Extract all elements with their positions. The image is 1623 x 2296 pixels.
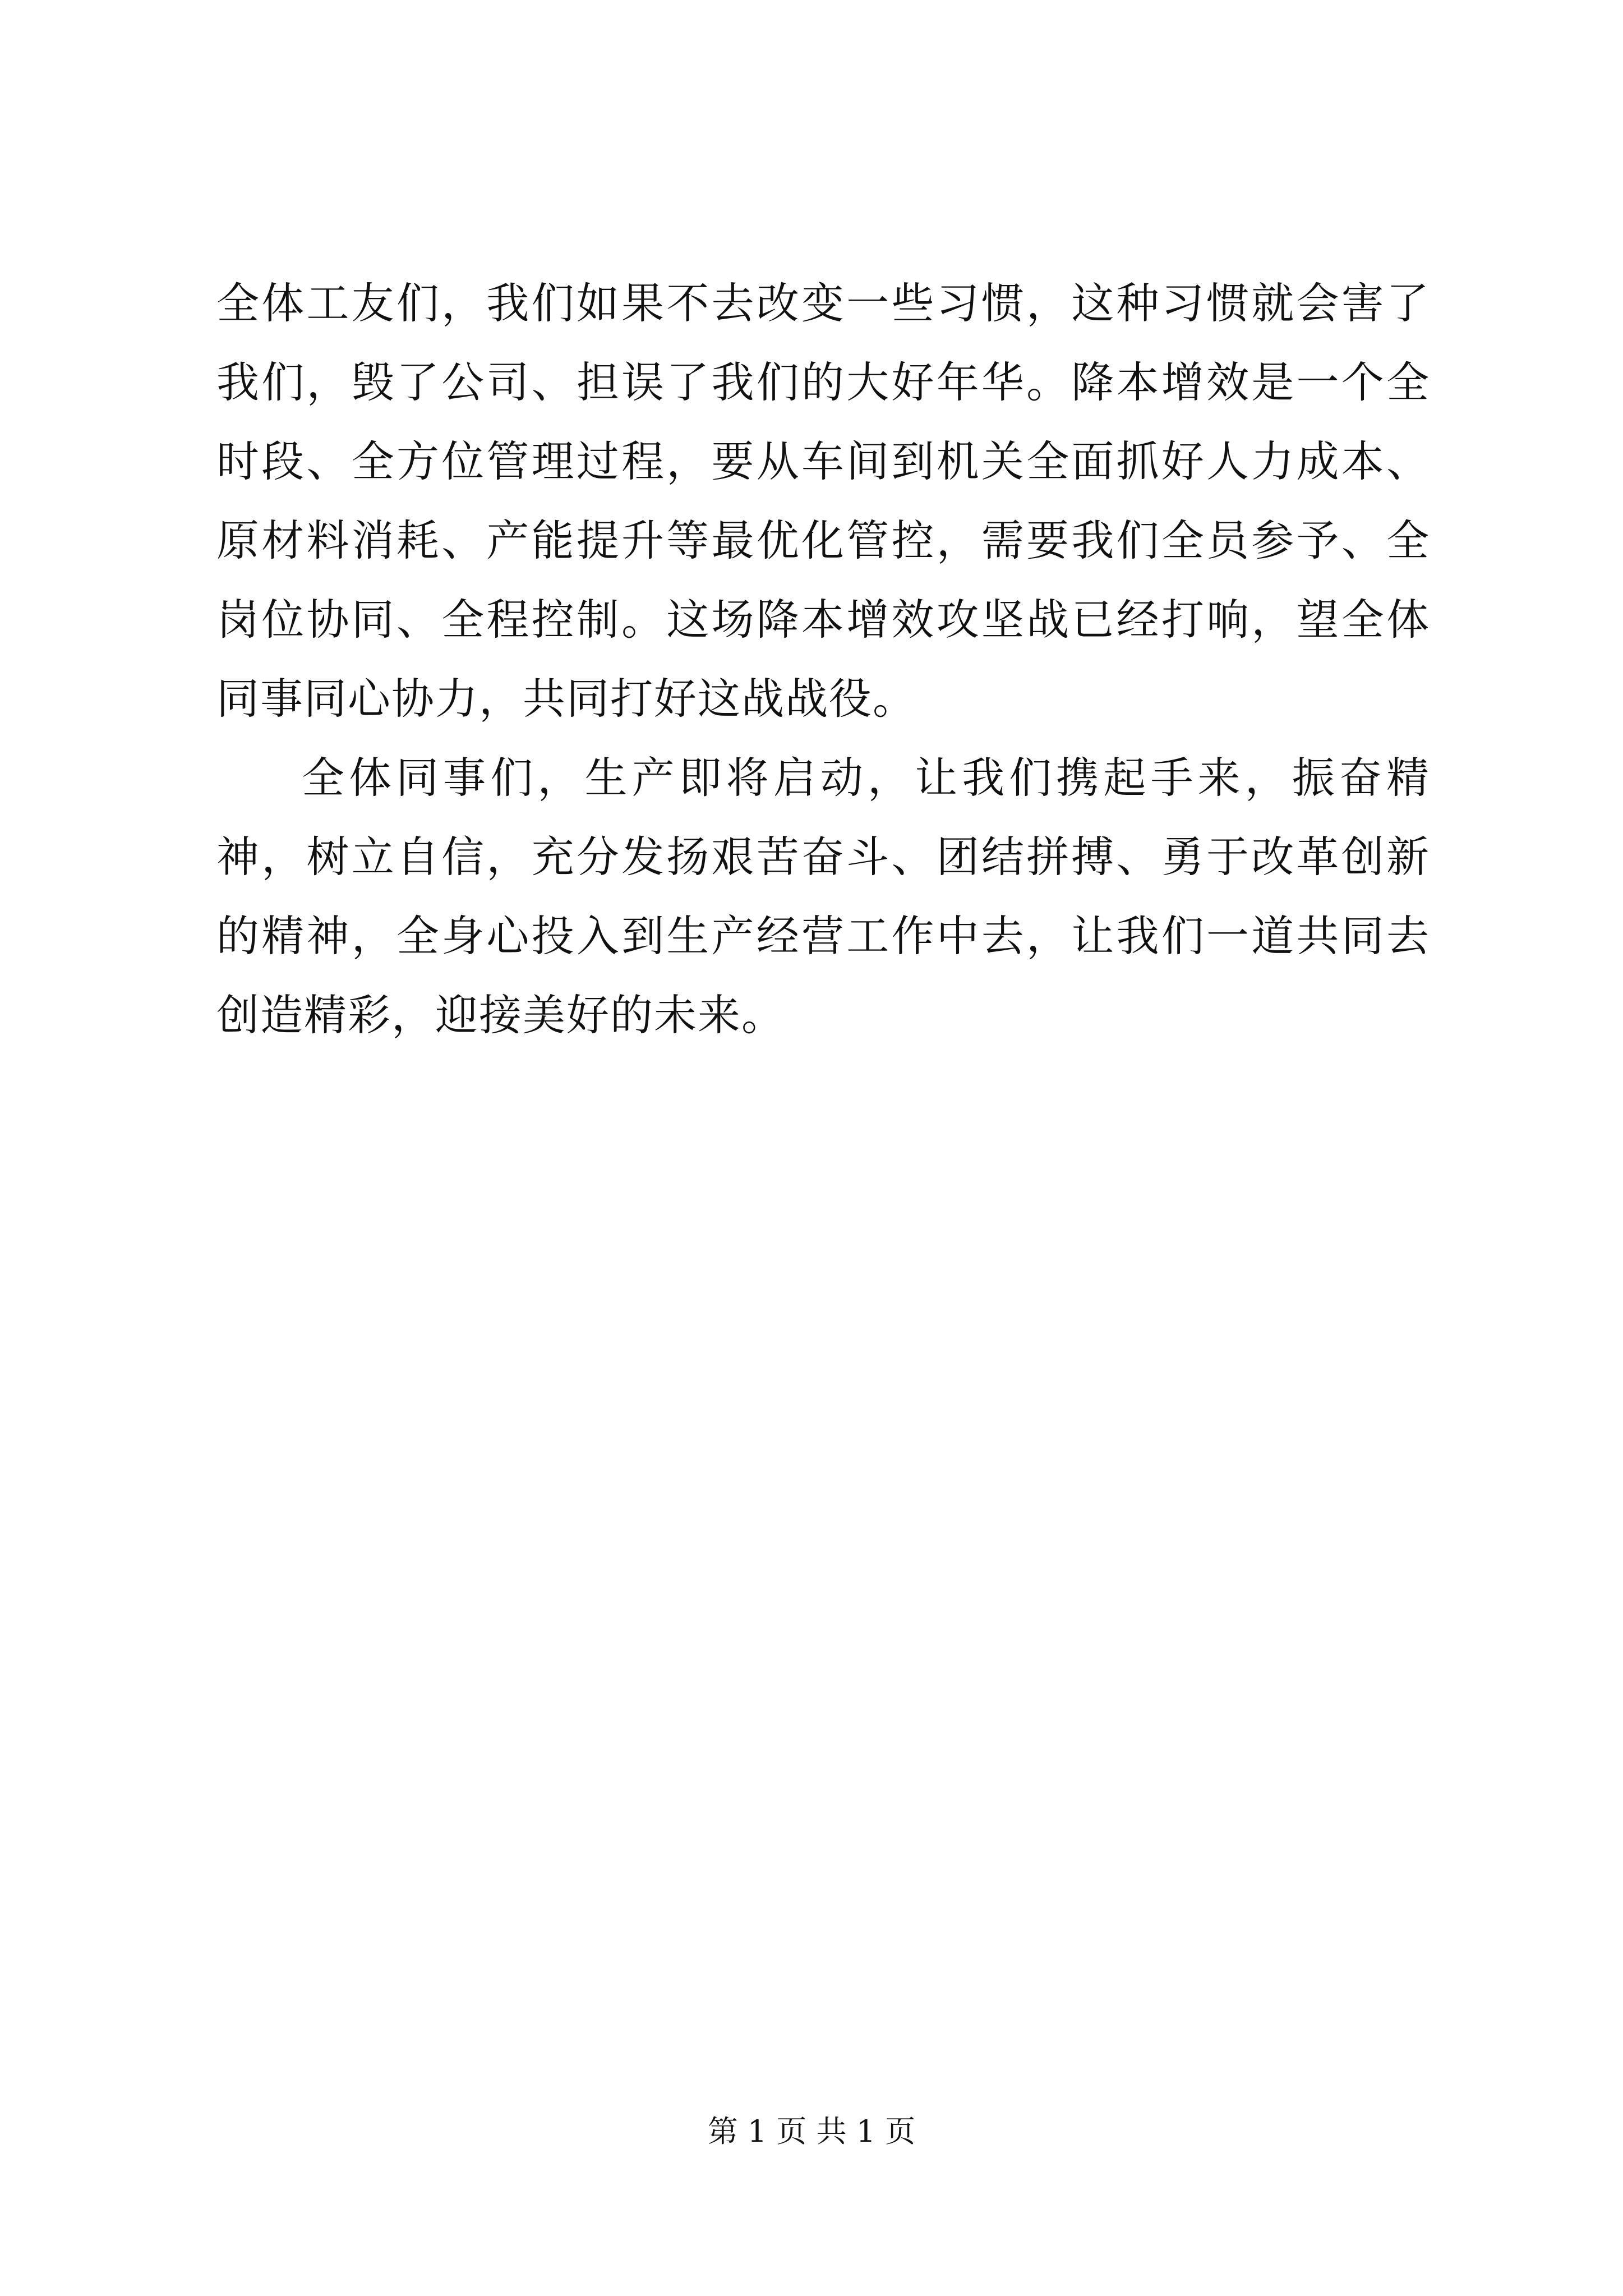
paragraph-1: 全体工友们，我们如果不去改变一些习惯，这种习惯就会害了我们，毁了公司、担误了我们的大好年华。降本增效是一个全时段、全方位管理过程，要从车间到机关全面抓好人力成本、原材料消耗、产能提升等最优化管控，需要我们全员参予、全岗位协同、全程控制。这场降本增效攻坚战已经打响，望全体同事同心协力，共同打好这战战役。 [216,278,1430,724]
paragraph-2: 全体同事们，生产即将启动，让我们携起手来，振奋精神，树立自信，充分发扬艰苦奋斗、团结拼搏、勇于改革创新的精神，全身心投入到生产经营工作中去，让我们一道共同去创造精彩，迎接美好的未来。 [216,753,1430,1040]
document-body [216,264,1430,1055]
page-footer: 第 1 页 共 1 页 [707,2114,916,2149]
